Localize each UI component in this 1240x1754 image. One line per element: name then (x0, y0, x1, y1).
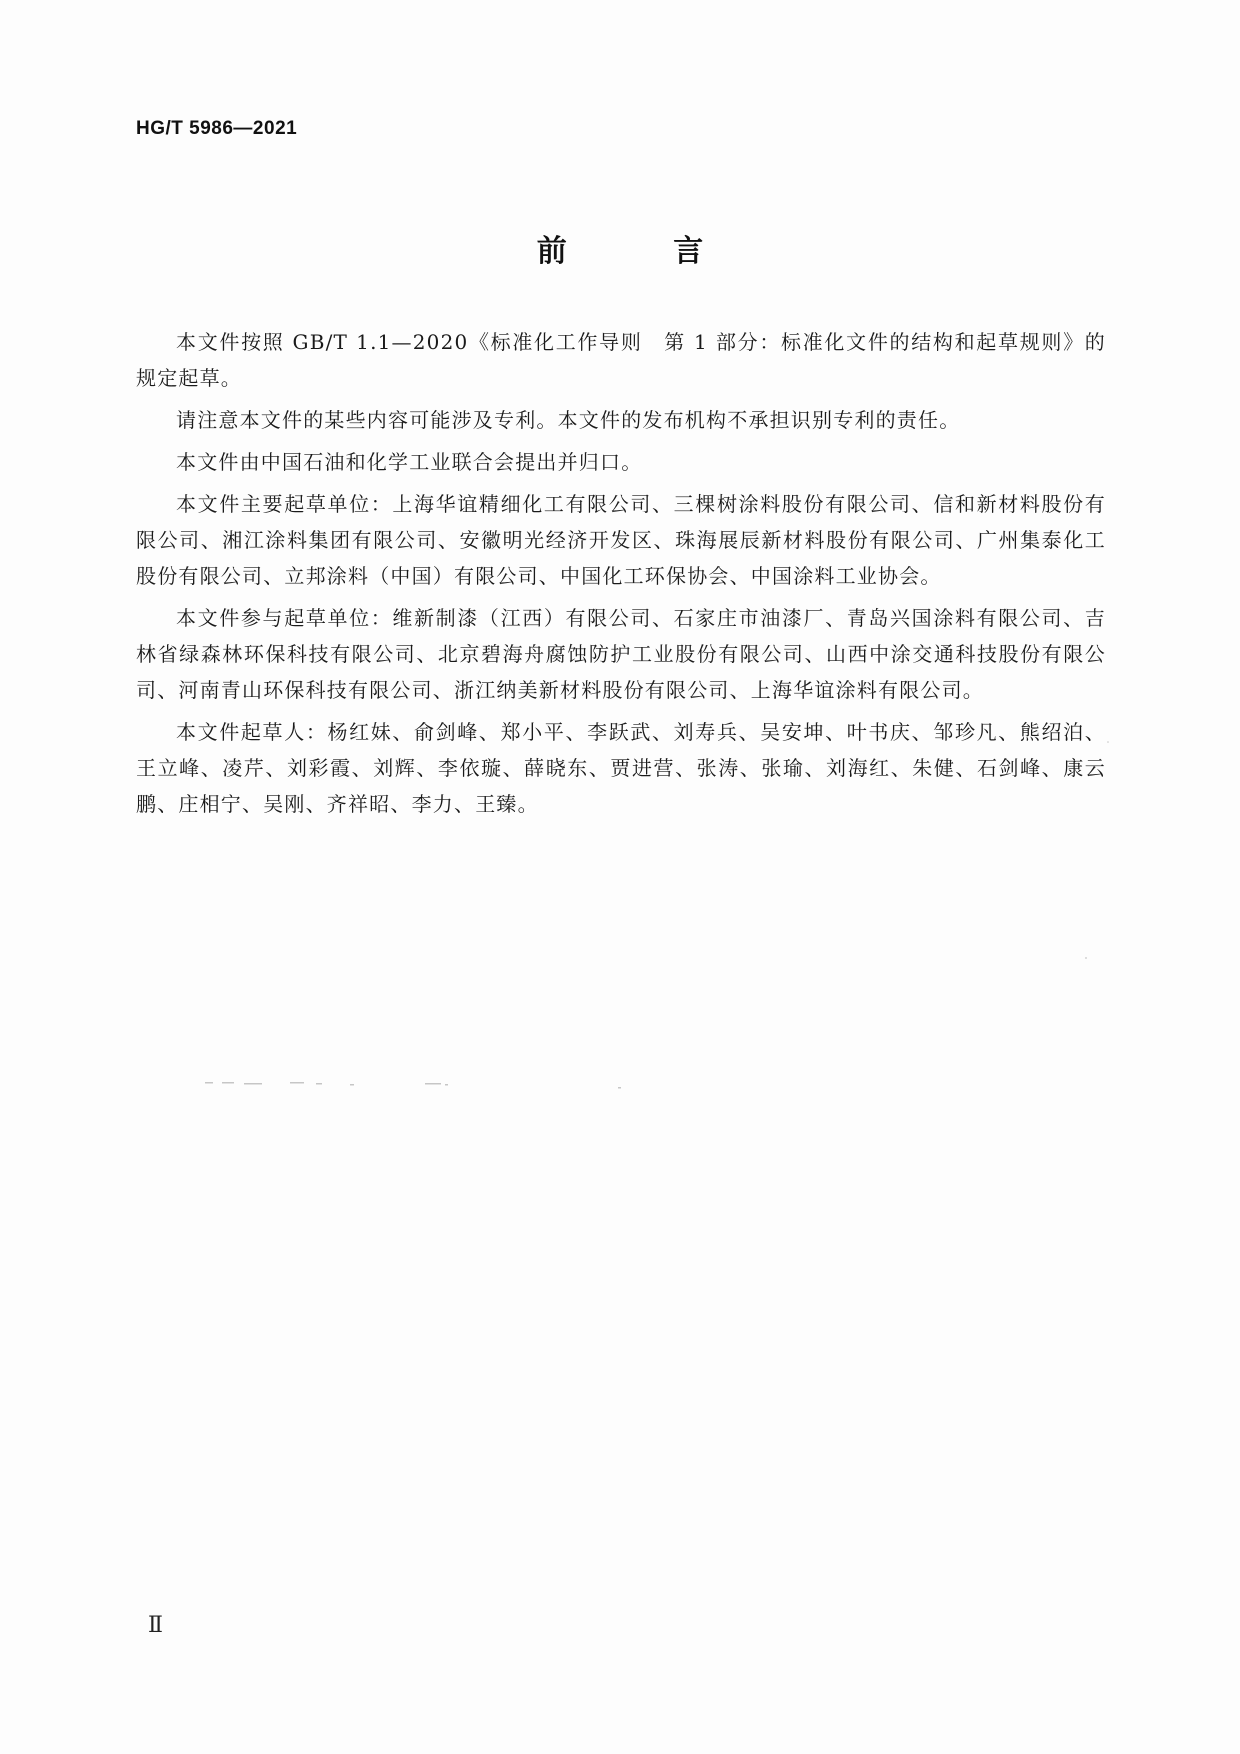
paragraph-main-drafting-units: 本文件主要起草单位：上海华谊精细化工有限公司、三棵树涂料股份有限公司、信和新材料股份有限公司、湘江涂料集团有限公司、安徽明光经济开发区、珠海展辰新材料股份有限公司、广州集泰化工股份有限公司、立邦涂料（中国）有限公司、中国化工环保协会、中国涂料工业协会。 (136, 492, 1106, 588)
preface-body (136, 324, 1106, 828)
paragraph-drafting-rules: 本文件按照 GB/T 1.1—2020《标准化工作导则 第 1 部分：标准化文件的结构和起草规则》的规定起草。 (136, 330, 1106, 390)
standard-code: HG/T 5986—2021 (136, 118, 298, 139)
paragraph-participating-units: 本文件参与起草单位：维新制漆（江西）有限公司、石家庄市油漆厂、青岛兴国涂料有限公司、吉林省绿森林环保科技有限公司、北京碧海舟腐蚀防护工业股份有限公司、山西中涂交通科技股份有限公司、河南青山环保科技有限公司、浙江纳美新材料股份有限公司、上海华谊涂料有限公司。 (136, 606, 1106, 702)
paragraph-patent-notice: 请注意本文件的某些内容可能涉及专利。本文件的发布机构不承担识别专利的责任。 (176, 408, 961, 432)
page-number: Ⅱ (148, 1612, 163, 1637)
paragraph-drafters: 本文件起草人：杨红妹、俞剑峰、郑小平、李跃武、刘寿兵、吴安坤、叶书庆、邹珍凡、熊绍泊、王立峰、凌芹、刘彩霞、刘辉、李依璇、薛晓东、贾进营、张涛、张瑜、刘海红、朱健、石剑峰、康云鹏、庄相宁、吴刚、齐祥昭、李力、王臻。 (136, 720, 1106, 816)
paragraph-proposer: 本文件由中国石油和化学工业联合会提出并归口。 (176, 450, 643, 474)
page-title: 前 言 (536, 234, 752, 269)
